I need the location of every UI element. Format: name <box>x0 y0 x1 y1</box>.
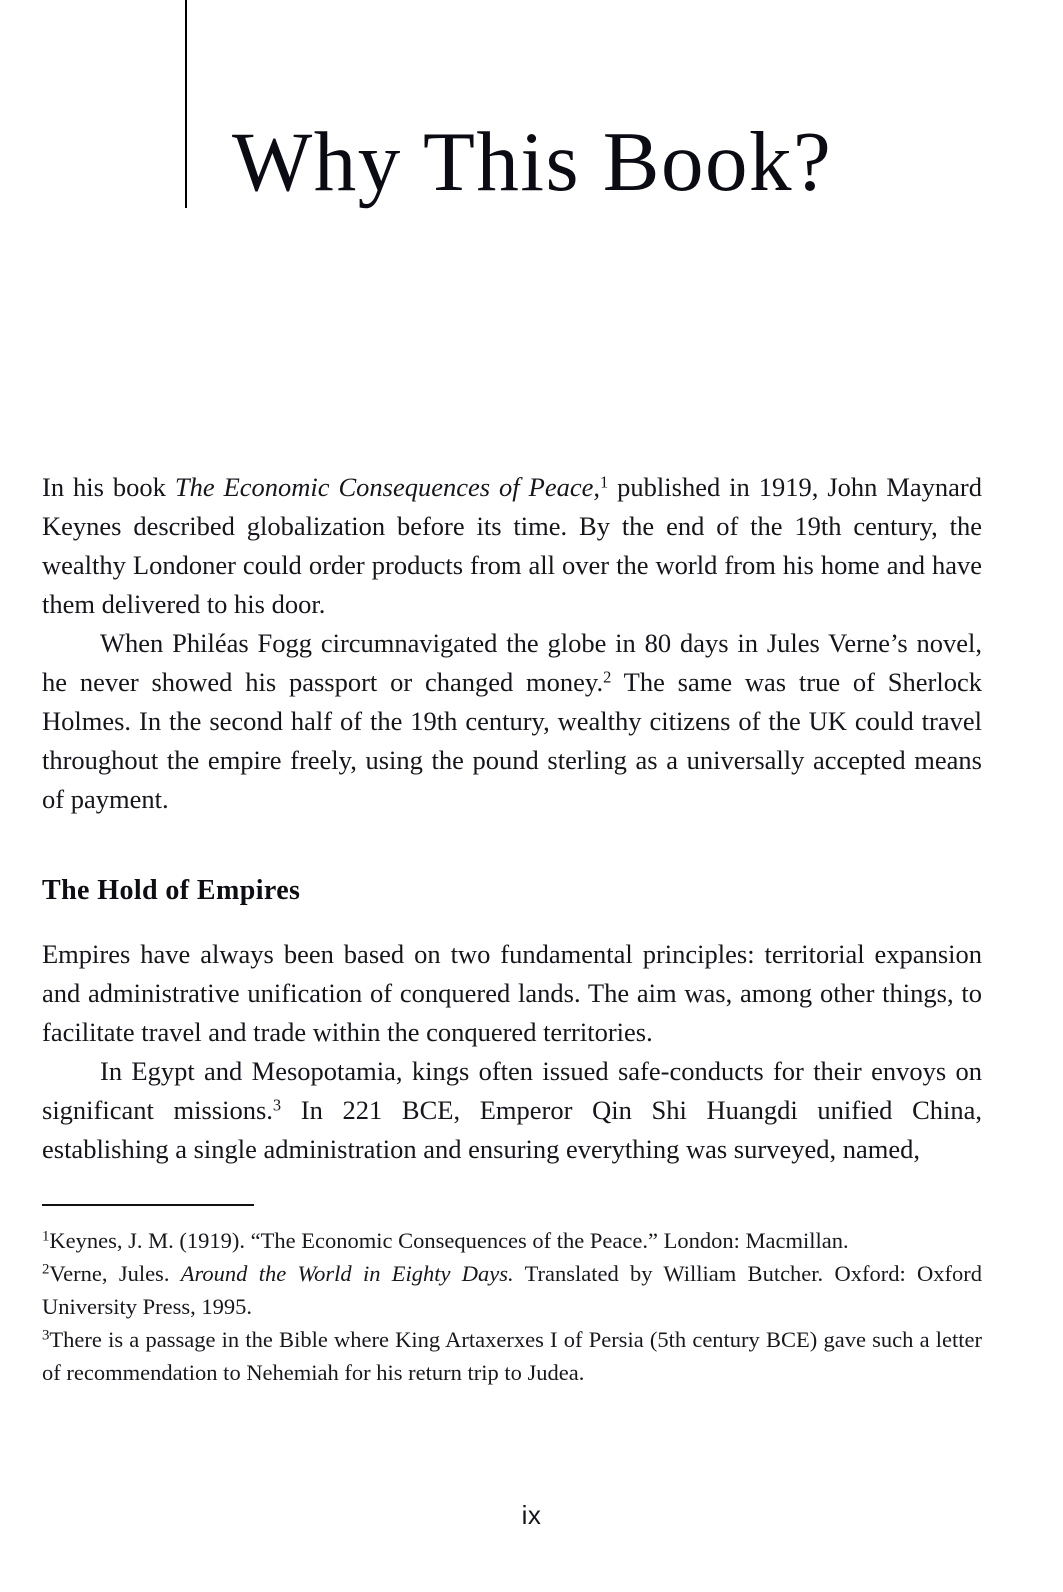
section-heading: The Hold of Empires <box>42 875 301 906</box>
footnote-marker-2: 2 <box>42 1261 50 1278</box>
text-run: In Egypt and Mesopotamia, kings often issued safe-conducts for their envoys on significant missions. <box>42 1056 982 1125</box>
para-empires <box>42 935 982 1052</box>
section-paragraphs <box>42 935 982 1169</box>
text-run: Translated by William Butcher. Oxford: Oxford University Press, 1995. <box>42 1260 982 1319</box>
spacer-before-heading <box>42 819 982 873</box>
text-run: The same was true of Sherlock Holmes. In the second half of the 19th century, wealthy citizens of the UK could travel throughout the empire freely, using the pound sterling as a universally accepted means of payment. <box>42 667 982 814</box>
para-fogg <box>42 624 982 819</box>
text-run: Empires have always been based on two fundamental principles: territorial expansion and administrative unification of conquered lands. The aim was, among other things, to facilitate travel and trade within the conquered territories. <box>42 939 982 1047</box>
text-run: In 221 BCE, Emperor Qin Shi Huangdi unified China, establishing a single administration and ensuring everything was surveyed, named, <box>42 1095 982 1164</box>
footnote-separator-rule <box>42 1204 254 1206</box>
footnote-marker-1: 1 <box>42 1228 50 1245</box>
page-title: Why This Book? <box>232 115 833 209</box>
para-keynes <box>42 468 982 624</box>
body-paragraphs <box>42 468 982 819</box>
text-run: Verne, Jules. <box>49 1260 181 1286</box>
text-run: Keynes, J. M. (1919). “The Economic Consequences of the Peace.” London: Macmillan. <box>49 1227 849 1253</box>
footnote-list <box>42 1224 982 1389</box>
page-number: ix <box>521 1500 542 1530</box>
footnote-1 <box>42 1224 982 1257</box>
footnote-reference-3[interactable]: 3 <box>272 1095 282 1115</box>
footnote-area <box>42 1204 982 1389</box>
footnote-2 <box>42 1257 982 1323</box>
text-run: In his book <box>42 472 175 502</box>
text-run: published in 1919, John Maynard Keynes described globalization before its time. By the end of the 19th century, the wealthy Londoner could order products from all over the world from his home and have them delivered to his door. <box>42 472 982 619</box>
para-egypt <box>42 1052 982 1169</box>
italic-title-run: Around the World in Eighty Days. <box>180 1260 514 1286</box>
title-vertical-rule <box>185 0 187 208</box>
footnote-marker-3: 3 <box>42 1327 50 1344</box>
footnote-reference-1[interactable]: 1 <box>599 472 609 492</box>
title-area <box>0 0 1063 300</box>
text-run: There is a passage in the Bible where King Artaxerxes I of Persia (5th century BCE) gave such a letter of recommendation to Nehemiah for his return trip to Judea. <box>42 1326 982 1385</box>
page-body <box>42 468 982 1169</box>
footnote-reference-2[interactable]: 2 <box>603 667 612 687</box>
spacer-after-heading <box>42 909 982 935</box>
text-run: When Philéas Fogg circumnavigated the globe in 80 days in Jules Verne’s novel, he never showed his passport or changed money. <box>42 628 982 697</box>
italic-title-run: The Economic Consequences of Peace, <box>174 472 600 502</box>
footnote-3 <box>42 1323 982 1389</box>
